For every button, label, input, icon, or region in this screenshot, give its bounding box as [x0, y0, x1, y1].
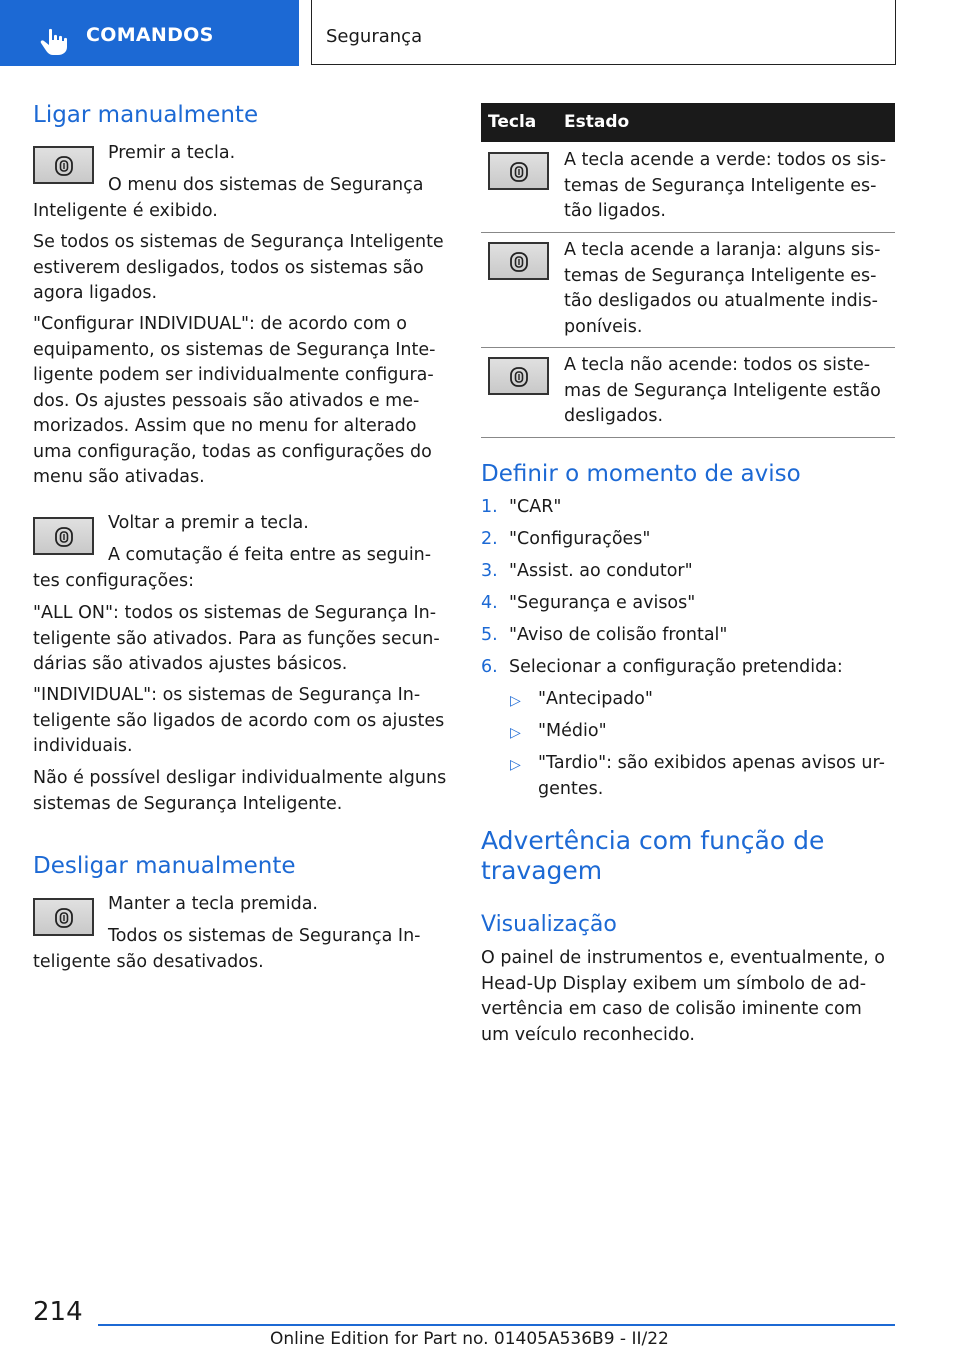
- hand-pointer-icon: [40, 28, 70, 56]
- step-number: 2.: [481, 529, 498, 549]
- step-text: "Segurança e avisos": [509, 593, 696, 613]
- section-tab: [0, 0, 299, 66]
- safety-key-icon: [510, 367, 528, 387]
- step-text: "CAR": [509, 497, 562, 517]
- state-orange: A tecla acende a laranja: alguns sis-temas de Segurança Inteligente es-tão desligados ou atualmente indis-poníveis.: [564, 240, 881, 337]
- heading-advertencia: Advertência com função de travagem: [481, 826, 825, 885]
- text-desativados: Todos os sistemas de Segurança In-teligente são desativados.: [33, 926, 421, 972]
- safety-button-image: [488, 152, 549, 190]
- step-text: "Configurações": [509, 529, 651, 549]
- col-tecla: Tecla: [488, 112, 537, 132]
- bullet-triangle-icon: ▷: [510, 693, 521, 709]
- step-number: 3.: [481, 561, 498, 581]
- chapter-header: [311, 0, 896, 65]
- text-nao-possivel: Não é possível desligar individualmente alguns sistemas de Segurança Inteligente.: [33, 768, 447, 814]
- text-comutacao: A comutação é feita entre as seguin-tes configurações:: [33, 545, 432, 591]
- bullet-triangle-icon: ▷: [510, 757, 521, 773]
- bullet-triangle-icon: ▷: [510, 725, 521, 741]
- text-se-todos: Se todos os sistemas de Segurança Inteligente estiverem desligados, todos os sistemas são agora ligados.: [33, 232, 444, 303]
- safety-key-icon: [510, 252, 528, 272]
- option-text: "Médio": [538, 721, 607, 741]
- text-visualizacao: O painel de instrumentos e, eventualmente, o Head-Up Display exibem um símbolo de ad-vertência em caso de colisão iminente com um veículo reconhecido.: [481, 948, 885, 1045]
- heading-ligar: Ligar manualmente: [33, 102, 259, 128]
- step-number: 6.: [481, 657, 498, 677]
- option-text: "Antecipado": [538, 689, 653, 709]
- text-configurar-individual: "Configurar INDIVIDUAL": de acordo com o equipamento, os sistemas de Segurança Inte-ligente podem ser individualmente configura-dos. Os ajustes pessoais são ativados e me-morizados. Assim que no menu for alterado uma configuração, todas as configurações do menu são ativadas.: [33, 314, 436, 487]
- step-number: 1.: [481, 497, 498, 517]
- safety-key-icon: [510, 162, 528, 182]
- text-menu-exibido: O menu dos sistemas de Segurança Inteligente é exibido.: [33, 175, 424, 221]
- step-number: 4.: [481, 593, 498, 613]
- state-off: A tecla não acende: todos os siste-mas de Segurança Inteligente estão desligados.: [564, 355, 881, 426]
- heading-visualizacao: Visualização: [481, 912, 617, 937]
- row-divider: [481, 232, 895, 233]
- text-manter: Manter a tecla premida.: [108, 894, 318, 914]
- text-voltar: Voltar a premir a tecla.: [108, 513, 309, 533]
- text-all-on: "ALL ON": todos os sistemas de Segurança In-teligente são ativados. Para as funções secun-dárias são ativados ajustes básicos.: [33, 603, 440, 674]
- text-individual: "INDIVIDUAL": os sistemas de Segurança In-teligente são ligados de acordo com os ajustes individuais.: [33, 685, 445, 756]
- footer-edition: Online Edition for Part no. 01405A536B9 - II/22: [270, 1329, 669, 1349]
- row-divider: [481, 347, 895, 348]
- row-divider: [481, 437, 895, 438]
- text-premir: Premir a tecla.: [108, 143, 236, 163]
- section-title: COMANDOS: [86, 24, 214, 46]
- footer-rule: [98, 1324, 895, 1326]
- option-text: "Tardio": são exibidos apenas avisos ur-gentes.: [538, 753, 885, 799]
- table-header: [481, 103, 895, 142]
- step-text: "Assist. ao condutor": [509, 561, 693, 581]
- col-estado: Estado: [564, 112, 630, 132]
- heading-definir: Definir o momento de aviso: [481, 461, 801, 487]
- state-green: A tecla acende a verde: todos os sis-temas de Segurança Inteligente es-tão ligados.: [564, 150, 887, 221]
- step-text: Selecionar a configuração pretendida:: [509, 657, 843, 677]
- safety-button-image: [488, 242, 549, 280]
- step-number: 5.: [481, 625, 498, 645]
- safety-button-image: [488, 357, 549, 395]
- step-text: "Aviso de colisão frontal": [509, 625, 728, 645]
- chapter-title: Segurança: [326, 26, 423, 47]
- heading-desligar: Desligar manualmente: [33, 853, 296, 879]
- page-number: 214: [33, 1297, 83, 1327]
